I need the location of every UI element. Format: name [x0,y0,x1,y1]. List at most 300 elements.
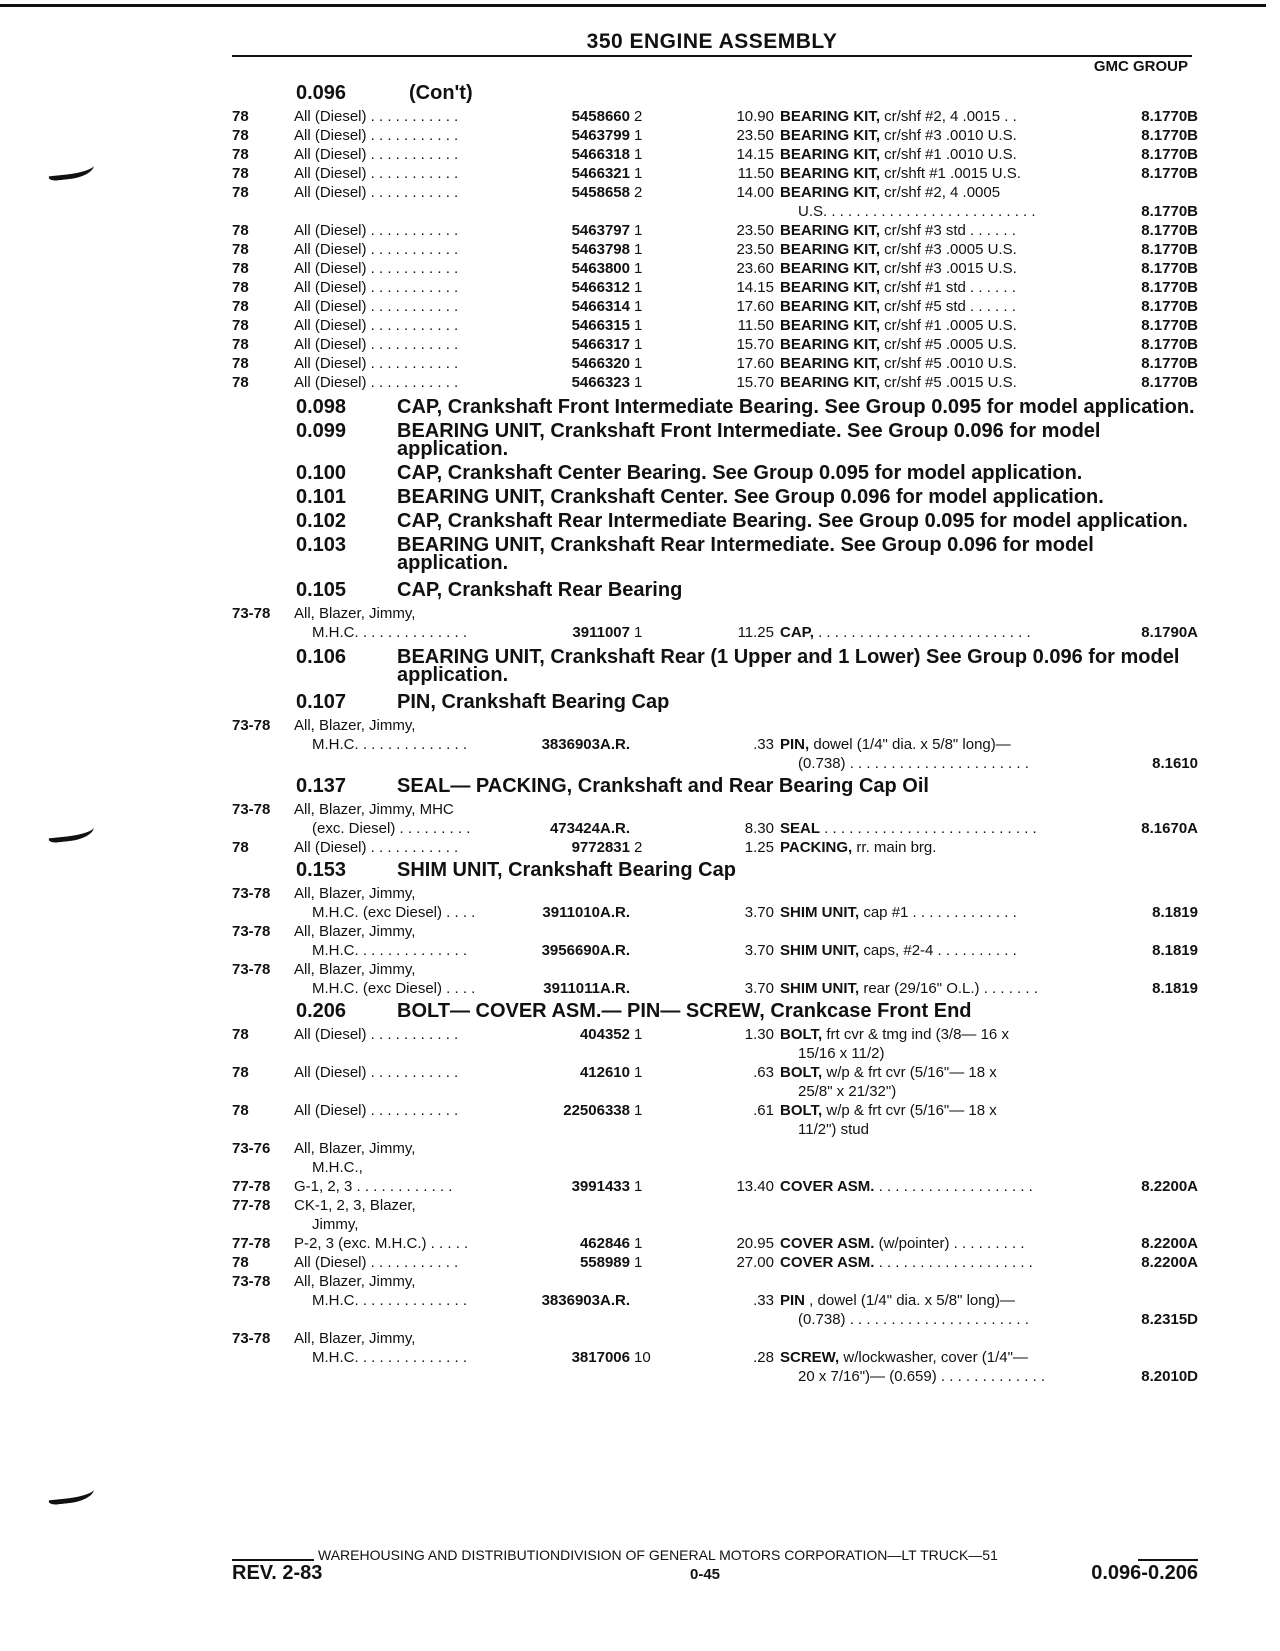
row-year: 73-78 [232,923,271,940]
row-application: M.H.C. . . . . . . . . . . . . . [312,942,468,959]
row-price: 14.00 [736,184,774,201]
group-heading [232,998,1198,1025]
page-title: 350 ENGINE ASSEMBLY [586,30,838,53]
row-part-number: 473424A.R. [549,820,630,837]
row-description [780,335,1110,354]
group-note-text: BEARING UNIT, Crankshaft Rear (1 Upper and 1 Lower) See Group 0.096 for model application. [397,646,1180,686]
row-description [780,1063,1110,1101]
row-description [780,354,1110,373]
row-price: 3.70 [744,980,774,997]
row-price: 8.30 [744,820,774,837]
group-note-text: CAP, Crankshaft Center Bearing. See Group 0.095 for model application. [397,462,1083,484]
parts-row [232,819,1198,838]
row-price: 17.60 [736,298,774,315]
row-description [780,819,1110,838]
parts-row [232,838,1198,857]
row-part-number: 5466317 [571,336,630,353]
row-application: All (Diesel) . . . . . . . . . . . [294,374,459,391]
row-application: M.H.C. . . . . . . . . . . . . . [312,1349,468,1366]
group-note-text: BEARING UNIT, Crankshaft Center. See Group 0.096 for model application. [397,486,1104,508]
footer-rule-left [232,1559,314,1561]
group-label: GMC GROUP [1093,58,1188,75]
row-description [780,259,1110,278]
row-part-detail: cr/shf #1 std . . . . . . [880,279,1016,296]
group-note-text: BEARING UNIT, Crankshaft Front Intermediate. See Group 0.096 for model application. [397,420,1101,460]
row-application: All (Diesel) . . . . . . . . . . . [294,222,459,239]
row-part-detail: dowel (1/4" dia. x 5/8" long)— [809,736,1011,753]
binding-mark-1 [47,158,95,182]
row-part-name: COVER ASM. [780,1254,875,1271]
row-part-name: PIN, [780,736,810,753]
row-catalog-number: 8.1770B [1141,222,1198,239]
group-note [232,536,1198,572]
row-part-name: BEARING KIT, [780,184,881,201]
row-part-number: 558989 [579,1254,630,1271]
row-year: 78 [232,184,249,201]
row-part-detail-cont: 20 x 7/16")— (0.659) . . . . . . . . . . . . . [798,1368,1046,1385]
row-application: CK-1, 2, 3, Blazer, [294,1197,416,1214]
row-application: All (Diesel) . . . . . . . . . . . [294,298,459,315]
parts-row [232,884,1198,903]
row-year: 77-78 [232,1235,271,1252]
row-year: 78 [232,1102,249,1119]
row-part-detail: . . . . . . . . . . . . . . . . . . . . . . . . . . [813,624,1031,641]
row-part-detail-cont: (0.738) . . . . . . . . . . . . . . . . . . . . . . [798,755,1029,772]
row-quantity: 1 [634,355,643,372]
group-title: SEAL— PACKING, Crankshaft and Rear Bearing Cap Oil [397,775,929,797]
group-heading [232,857,1198,884]
row-description [780,1291,1110,1329]
row-part-detail-cont: U.S. . . . . . . . . . . . . . . . . . . . . . . . . . [798,203,1036,220]
row-part-detail: rr. main brg. [852,839,937,856]
row-part-detail: cr/shf #5 .0005 U.S. [880,336,1017,353]
row-year: 73-76 [232,1140,271,1157]
row-description [780,903,1110,922]
row-quantity: 1 [634,1178,643,1195]
row-year: 78 [232,1254,249,1271]
parts-row [232,1291,1198,1329]
group-number: 0.107 [296,691,347,713]
row-application: P-2, 3 (exc. M.H.C.) . . . . . [294,1235,469,1252]
row-year: 78 [232,222,249,239]
row-price: 14.15 [736,279,774,296]
parts-row [232,1139,1198,1158]
row-application: All (Diesel) . . . . . . . . . . . [294,184,459,201]
row-quantity: 1 [634,146,643,163]
parts-row [232,297,1198,316]
row-part-detail-cont: 25/8" x 21/32") [798,1083,897,1100]
row-application: (exc. Diesel) . . . . . . . . . [312,820,471,837]
row-part-name: BOLT, [780,1064,823,1081]
parts-row [232,126,1198,145]
binding-mark-3 [47,1482,95,1506]
row-year: 78 [232,165,249,182]
row-description [780,1177,1110,1196]
row-year: 78 [232,127,249,144]
row-part-number: 3817006 [571,1349,630,1366]
parts-row [232,1253,1198,1272]
parts-row [232,941,1198,960]
group-title: BOLT— COVER ASM.— PIN— SCREW, Crankcase Front End [397,1000,972,1022]
footer-rule-right [1138,1559,1198,1561]
title-rule [232,55,1192,57]
top-rule [0,4,1266,7]
parts-row [232,800,1198,819]
row-part-number: 5466323 [571,374,630,391]
group-number: 0.105 [296,579,347,601]
row-part-name: BOLT, [780,1026,823,1043]
row-part-number: 5458660 [571,108,630,125]
row-catalog-number: 8.1770B [1141,146,1198,163]
row-catalog-number: 8.1819 [1152,980,1198,997]
group-number: 0.100 [296,462,347,484]
row-application: M.H.C. (exc Diesel) . . . . [312,904,476,921]
row-catalog-number: 8.2200A [1141,1235,1198,1252]
row-catalog-number: 8.1770B [1141,355,1198,372]
row-part-detail-cont: 15/16 x 11/2) [798,1045,885,1062]
binding-mark-2 [47,820,95,844]
row-year: 77-78 [232,1178,271,1195]
row-description [780,941,1110,960]
row-price: 3.70 [744,904,774,921]
row-part-name: SHIM UNIT, [780,904,860,921]
row-application: M.H.C. . . . . . . . . . . . . . [312,736,468,753]
row-part-detail-cont: (0.738) . . . . . . . . . . . . . . . . . . . . . . [798,1311,1029,1328]
row-part-detail: cr/shf #2, 4 .0005 [880,184,1001,201]
row-description [780,126,1110,145]
row-description [780,164,1110,183]
parts-row [232,335,1198,354]
group-number: 0.102 [296,510,347,532]
row-part-name: SHIM UNIT, [780,980,860,997]
parts-row [232,107,1198,126]
parts-row [232,960,1198,979]
parts-row [232,1177,1198,1196]
parts-row [232,259,1198,278]
row-part-number: 3911007 [572,624,630,641]
row-quantity: 1 [634,298,643,315]
row-part-number: 5466321 [571,165,630,182]
row-part-name: PACKING, [780,839,853,856]
row-price: 23.50 [736,127,774,144]
row-part-detail: cr/shf #2, 4 .0015 . . [880,108,1017,125]
row-part-detail: frt cvr & tmg ind (3/8— 16 x [822,1026,1009,1043]
row-part-detail: cr/shf #1 .0005 U.S. [880,317,1017,334]
row-part-number: 5466312 [571,279,630,296]
row-application: All (Diesel) . . . . . . . . . . . [294,1102,459,1119]
row-part-name: BEARING KIT, [780,241,881,258]
group-note [232,488,1198,506]
footer-group-range: 0.096-0.206 [1091,1562,1198,1584]
row-part-detail: cr/shf #1 .0010 U.S. [880,146,1017,163]
parts-row [232,1215,1198,1234]
row-description [780,373,1110,392]
parts-row [232,623,1198,642]
row-quantity: 1 [634,317,643,334]
footer-revision: REV. 2-83 [232,1562,323,1584]
parts-row [232,240,1198,259]
row-part-detail: cr/shf #3 .0005 U.S. [880,241,1017,258]
row-part-name: SHIM UNIT, [780,942,860,959]
row-part-name: PIN [780,1292,806,1309]
group-note [232,464,1198,482]
row-part-number: 3911011A.R. [543,980,630,997]
group-heading [232,80,1198,107]
row-catalog-number: 8.1770B [1141,317,1198,334]
row-description [780,240,1110,259]
parts-row [232,1101,1198,1139]
row-year: 78 [232,317,249,334]
row-part-name: CAP, [780,624,814,641]
row-part-name: BEARING KIT, [780,165,881,182]
row-part-number: 3836903A.R. [541,736,630,753]
row-part-number: 3911010A.R. [542,904,630,921]
row-catalog-number: 8.2010D [1141,1368,1198,1385]
row-quantity: 2 [634,184,643,201]
row-year: 73-78 [232,717,271,734]
parts-row [232,604,1198,623]
row-part-detail: cr/shf #5 .0015 U.S. [880,374,1017,391]
row-part-detail: . . . . . . . . . . . . . . . . . . . . . . . . . . [820,820,1037,837]
row-part-name: BEARING KIT, [780,127,881,144]
parts-row [232,1348,1198,1386]
group-note [232,422,1198,458]
row-part-name: BEARING KIT, [780,374,881,391]
row-year: 73-78 [232,801,271,818]
row-price: 15.70 [736,336,774,353]
parts-row [232,145,1198,164]
row-part-detail-cont: 11/2") stud [798,1121,869,1138]
row-application: All (Diesel) . . . . . . . . . . . [294,317,459,334]
row-description [780,221,1110,240]
row-year: 78 [232,298,249,315]
footer-page-number: 0-45 [690,1566,721,1583]
row-description [780,1234,1110,1253]
row-quantity: 1 [634,1102,643,1119]
row-description [780,1253,1110,1272]
row-description [780,1025,1110,1063]
row-part-detail: (w/pointer) . . . . . . . . . [874,1235,1025,1252]
row-description [780,145,1110,164]
row-part-detail: cr/shft #1 .0015 U.S. [880,165,1021,182]
row-year: 73-78 [232,605,271,622]
row-catalog-number: 8.1770B [1141,298,1198,315]
row-part-number: 5466315 [571,317,630,334]
row-catalog-number: 8.1670A [1141,820,1198,837]
row-part-detail: caps, #2-4 . . . . . . . . . . [859,942,1017,959]
row-part-name: COVER ASM. [780,1178,875,1195]
row-part-detail: cr/shf #3 std . . . . . . [880,222,1016,239]
parts-list [232,80,1198,1386]
row-part-name: BEARING KIT, [780,298,881,315]
group-number: 0.106 [296,646,347,668]
parts-row [232,979,1198,998]
row-description [780,297,1110,316]
row-price: 11.50 [737,165,774,182]
row-application: All (Diesel) . . . . . . . . . . . [294,146,459,163]
row-quantity: 1 [634,222,643,239]
group-number: 0.103 [296,534,347,556]
group-number: 0.206 [296,1000,347,1022]
row-description [780,623,1110,642]
row-price: 23.50 [736,222,774,239]
group-note [232,512,1198,530]
row-price: 1.30 [744,1026,774,1043]
row-application: All (Diesel) . . . . . . . . . . . [294,1026,459,1043]
row-catalog-number: 8.1770B [1141,108,1198,125]
group-heading [232,689,1198,716]
row-application: Jimmy, [312,1216,359,1233]
row-application: All, Blazer, Jimmy, [294,605,416,622]
group-note-text: CAP, Crankshaft Front Intermediate Bearing. See Group 0.095 for model application. [397,396,1195,418]
row-price: 1.25 [744,839,774,856]
row-year: 73-78 [232,961,271,978]
row-application: All (Diesel) . . . . . . . . . . . [294,241,459,258]
row-part-name: BEARING KIT, [780,222,881,239]
row-application: All (Diesel) . . . . . . . . . . . [294,1254,459,1271]
row-part-number: 3991433 [571,1178,630,1195]
parts-row [232,1063,1198,1101]
row-application: All (Diesel) . . . . . . . . . . . [294,279,459,296]
row-price: 10.90 [736,108,774,125]
row-quantity: 2 [634,108,643,125]
row-description [780,1101,1110,1139]
row-part-detail: rear (29/16" O.L.) . . . . . . . [859,980,1038,997]
row-year: 78 [232,108,249,125]
row-application: All (Diesel) . . . . . . . . . . . [294,355,459,372]
row-catalog-number: 8.1610 [1152,755,1198,772]
row-application: M.H.C., [312,1159,363,1176]
row-part-number: 5463800 [571,260,630,277]
row-part-number: 412610 [579,1064,630,1081]
row-part-number: 5466314 [571,298,630,315]
group-title: CAP, Crankshaft Rear Bearing [397,579,683,601]
row-quantity: 1 [634,165,643,182]
row-part-number: 5463798 [571,241,630,258]
row-price: 13.40 [736,1178,774,1195]
row-part-number: 5466320 [571,355,630,372]
row-catalog-number: 8.2200A [1141,1178,1198,1195]
row-price: .61 [753,1102,774,1119]
row-catalog-number: 8.1770B [1141,260,1198,277]
row-quantity: 1 [634,336,643,353]
row-part-number: 5463799 [571,127,630,144]
row-quantity: 1 [634,374,643,391]
row-application: All, Blazer, Jimmy, [294,961,416,978]
row-part-name: COVER ASM. [780,1235,875,1252]
row-year: 78 [232,241,249,258]
group-title: (Con't) [409,82,473,104]
row-year: 78 [232,279,249,296]
group-heading [232,773,1198,800]
row-quantity: 1 [634,624,643,641]
row-part-name: SCREW, [780,1349,840,1366]
parts-row [232,1025,1198,1063]
row-catalog-number: 8.1770B [1141,336,1198,353]
row-quantity: 1 [634,241,643,258]
row-catalog-number: 8.1770B [1141,374,1198,391]
row-price: 15.70 [736,374,774,391]
row-description [780,979,1110,998]
row-part-name: BEARING KIT, [780,336,881,353]
row-part-name: BOLT, [780,1102,823,1119]
row-description [780,183,1110,221]
row-application: All (Diesel) . . . . . . . . . . . [294,839,459,856]
parts-row [232,1329,1198,1348]
row-part-number: 22506338 [563,1102,630,1119]
row-part-name: BEARING KIT, [780,108,881,125]
row-price: 17.60 [736,355,774,372]
parts-row [232,164,1198,183]
row-catalog-number: 8.1770B [1141,127,1198,144]
footer-publisher: WAREHOUSING AND DISTRIBUTIONDIVISION OF GENERAL MOTORS CORPORATION—LT TRUCK—51 [318,1547,998,1563]
row-price: .63 [753,1064,774,1081]
parts-row [232,922,1198,941]
row-quantity: 1 [634,127,643,144]
group-number: 0.098 [296,396,347,418]
row-part-number: 5463797 [571,222,630,239]
group-number: 0.153 [296,859,347,881]
row-part-name: BEARING KIT, [780,279,881,296]
row-part-name: SEAL [780,820,821,837]
row-quantity: 10 [634,1349,651,1366]
row-year: 73-78 [232,1330,271,1347]
row-price: 20.95 [736,1235,774,1252]
group-title: SHIM UNIT, Crankshaft Bearing Cap [397,859,736,881]
row-description [780,107,1110,126]
row-description [780,1348,1110,1386]
parts-row [232,183,1198,221]
row-application: All, Blazer, Jimmy, [294,1330,416,1347]
group-title: PIN, Crankshaft Bearing Cap [397,691,670,713]
row-price: 14.15 [736,146,774,163]
group-heading [232,577,1198,604]
row-application: All, Blazer, Jimmy, [294,923,416,940]
row-application: All (Diesel) . . . . . . . . . . . [294,336,459,353]
row-catalog-number: 8.2200A [1141,1254,1198,1271]
group-number: 0.099 [296,420,347,442]
row-price: 23.50 [736,241,774,258]
row-catalog-number: 8.1819 [1152,904,1198,921]
parts-row [232,316,1198,335]
row-part-detail: cr/shf #3 .0010 U.S. [880,127,1017,144]
row-year: 78 [232,336,249,353]
row-part-detail: cr/shf #3 .0015 U.S. [880,260,1017,277]
row-year: 78 [232,260,249,277]
row-catalog-number: 8.1770B [1141,241,1198,258]
parts-row [232,373,1198,392]
row-year: 78 [232,355,249,372]
row-price: 23.60 [736,260,774,277]
row-catalog-number: 8.1790A [1141,624,1198,641]
parts-row [232,354,1198,373]
group-number: 0.101 [296,486,347,508]
row-application: G-1, 2, 3 . . . . . . . . . . . . [294,1178,453,1195]
parts-row [232,278,1198,297]
group-note-text: CAP, Crankshaft Rear Intermediate Bearing. See Group 0.095 for model application. [397,510,1188,532]
row-catalog-number: 8.1770B [1141,165,1198,182]
row-year: 78 [232,374,249,391]
row-quantity: 1 [634,1064,643,1081]
row-catalog-number: 8.1819 [1152,942,1198,959]
row-quantity: 1 [634,279,643,296]
row-catalog-number: 8.2315D [1141,1311,1198,1328]
row-year: 78 [232,146,249,163]
parts-row [232,1158,1198,1177]
row-part-number: 9772831 [571,839,630,856]
row-year: 78 [232,1064,249,1081]
row-description [780,316,1110,335]
